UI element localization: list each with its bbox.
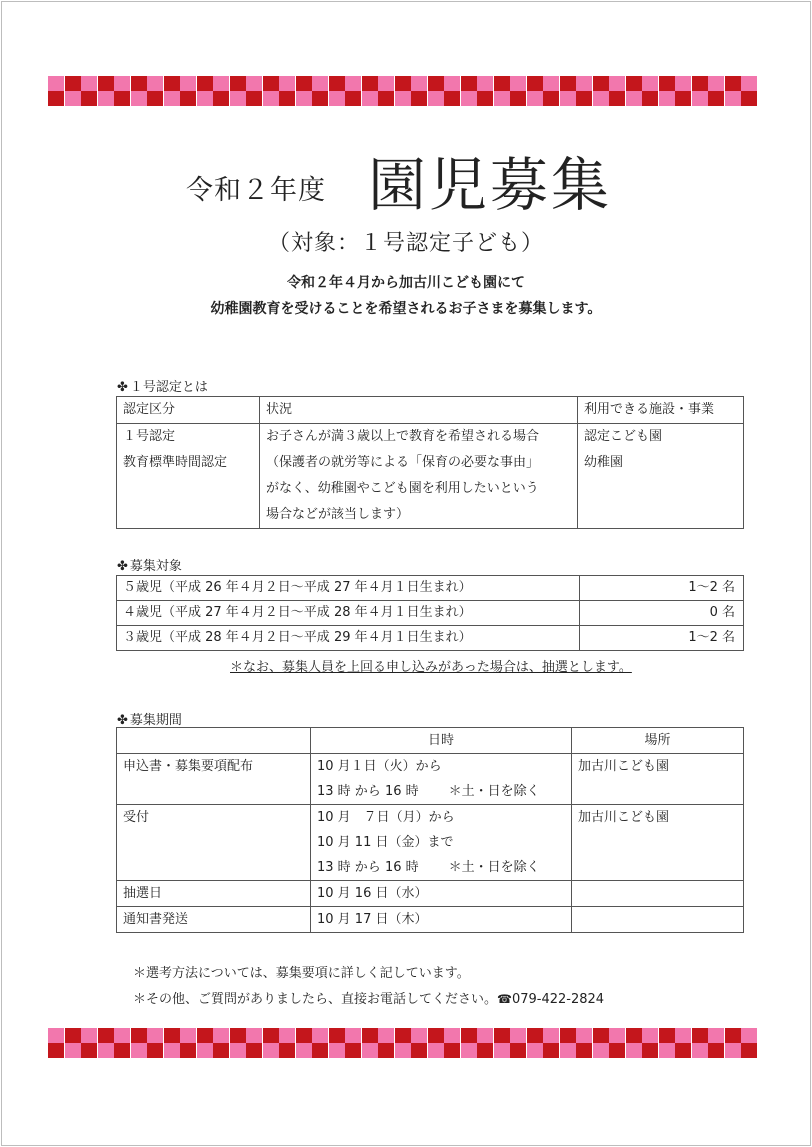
date-line: 10 月 11 日（金）まで <box>317 835 454 850</box>
header-cell: 場所 <box>572 728 744 754</box>
checker-cell <box>411 1043 427 1058</box>
facility-line: 幼稚園 <box>584 455 624 470</box>
count-cell: 1～2 名 <box>580 576 744 601</box>
place-cell: 加古川こども園 <box>572 754 744 805</box>
checker-cell <box>395 76 411 91</box>
checker-cell <box>527 1028 543 1043</box>
date-line <box>317 779 565 804</box>
checker-cell <box>246 76 262 91</box>
checker-cell <box>609 1043 625 1058</box>
checker-cell <box>708 76 724 91</box>
checker-cell <box>510 1043 526 1058</box>
category-line: 教育標準時間認定 <box>123 455 228 470</box>
checker-cell <box>543 1028 559 1043</box>
checker-cell <box>213 76 229 91</box>
age-cell: ４歳児（平成 27 年４月２日～平成 28 年４月１日生まれ） <box>117 601 580 626</box>
checker-cell <box>576 91 592 106</box>
checker-cell <box>230 1028 246 1043</box>
checker-cell <box>543 1043 559 1058</box>
checker-cell <box>626 1043 642 1058</box>
table-row <box>117 424 744 529</box>
table-row <box>117 626 744 651</box>
checker-cell <box>725 1043 741 1058</box>
checker-cell <box>576 76 592 91</box>
checker-cell <box>312 91 328 106</box>
checker-cell <box>527 1043 543 1058</box>
checker-cell <box>65 1028 81 1043</box>
checker-cell <box>560 1028 576 1043</box>
count-cell: 1～2 名 <box>580 626 744 651</box>
checker-cell <box>725 76 741 91</box>
checker-cell <box>81 91 97 106</box>
checker-cell <box>230 76 246 91</box>
checker-cell <box>263 1028 279 1043</box>
checker-cell <box>741 1043 757 1058</box>
checker-cell <box>279 1028 295 1043</box>
checker-cell <box>147 1028 163 1043</box>
checker-cell <box>593 76 609 91</box>
checker-cell <box>197 1028 213 1043</box>
checker-cell <box>411 1028 427 1043</box>
checker-cell <box>378 1028 394 1043</box>
item-cell: 受付 <box>117 805 311 881</box>
header-cell <box>117 728 311 754</box>
checker-cell <box>609 76 625 91</box>
checker-cell <box>576 1043 592 1058</box>
checker-cell <box>312 1028 328 1043</box>
checker-border-bottom <box>48 1028 766 1058</box>
date-line <box>317 855 565 880</box>
checker-cell <box>131 76 147 91</box>
time-text: 13 時 から 16 時 <box>317 784 419 799</box>
checker-cell <box>180 1028 196 1043</box>
checker-cell <box>147 76 163 91</box>
checker-cell <box>477 1028 493 1043</box>
checker-cell <box>98 1028 114 1043</box>
lottery-note: ＊なお、募集人員を上回る申し込みがあった場合は、抽選とします。 <box>230 660 632 675</box>
checker-cell <box>543 76 559 91</box>
checker-cell <box>593 1043 609 1058</box>
category-line: １号認定 <box>123 429 176 444</box>
checker-cell <box>98 1043 114 1058</box>
title-row <box>0 138 812 218</box>
checker-cell <box>708 91 724 106</box>
checker-cell <box>213 1043 229 1058</box>
date-line: 10 月１日（火）から <box>317 759 442 774</box>
checker-cell <box>378 1043 394 1058</box>
checker-cell <box>164 1028 180 1043</box>
checker-cell <box>461 76 477 91</box>
checker-cell <box>114 1028 130 1043</box>
checker-cell <box>395 1028 411 1043</box>
checker-cell <box>692 1028 708 1043</box>
checker-cell <box>494 1043 510 1058</box>
checker-cell <box>692 1043 708 1058</box>
checker-cell <box>329 1043 345 1058</box>
checker-cell <box>114 91 130 106</box>
checker-cell <box>428 76 444 91</box>
footer-note-2-text: ＊その他、ご質問がありましたら、直接お電話してください。 <box>133 992 498 1007</box>
item-cell: 通知書発送 <box>117 907 311 933</box>
checker-cell <box>131 1043 147 1058</box>
page-title: 園児募集 <box>368 151 613 219</box>
count-cell: 0 名 <box>580 601 744 626</box>
checker-cell <box>98 91 114 106</box>
checker-cell <box>395 91 411 106</box>
checker-cell <box>213 1028 229 1043</box>
checker-cell <box>197 91 213 106</box>
checker-cell <box>48 76 64 91</box>
checker-cell <box>279 76 295 91</box>
checker-cell <box>444 1043 460 1058</box>
checker-cell <box>675 1028 691 1043</box>
checker-cell <box>494 76 510 91</box>
checker-cell <box>428 1043 444 1058</box>
footer-note-1: ＊選考方法については、募集要項に詳しく記しています。 <box>133 966 470 981</box>
checker-cell <box>725 1028 741 1043</box>
footer-note-2 <box>133 988 604 1007</box>
checker-cell <box>131 91 147 106</box>
checker-cell <box>444 1028 460 1043</box>
checker-cell <box>444 76 460 91</box>
checker-cell <box>494 1028 510 1043</box>
facility-line: 認定こども園 <box>584 429 663 444</box>
checker-cell <box>263 1043 279 1058</box>
table-row <box>117 805 744 881</box>
checker-cell <box>65 76 81 91</box>
checker-cell <box>527 76 543 91</box>
date-cell: 10 月 17 日（木） <box>311 907 572 933</box>
section-period-label: 募集期間 <box>129 713 182 728</box>
checker-cell <box>197 1043 213 1058</box>
checker-cell <box>279 91 295 106</box>
checker-cell <box>345 91 361 106</box>
checker-cell <box>626 1028 642 1043</box>
clover-icon: ✤ <box>117 380 128 395</box>
situation-cell <box>260 424 578 529</box>
checker-cell <box>362 1028 378 1043</box>
header-cell: 認定区分 <box>117 397 260 424</box>
checker-cell <box>494 91 510 106</box>
checker-cell <box>180 76 196 91</box>
checker-cell <box>48 1043 64 1058</box>
checker-cell <box>642 91 658 106</box>
checker-cell <box>395 1043 411 1058</box>
checker-cell <box>362 76 378 91</box>
clover-icon: ✤ <box>117 559 128 574</box>
checker-cell <box>741 1028 757 1043</box>
checker-cell <box>609 91 625 106</box>
date-cell: 10 月 16 日（水） <box>311 881 572 907</box>
checker-cell <box>725 91 741 106</box>
exclude-text: ＊土・日を除く <box>448 784 540 799</box>
checker-cell <box>543 91 559 106</box>
checker-cell <box>131 1028 147 1043</box>
checker-cell <box>461 91 477 106</box>
checker-cell <box>675 91 691 106</box>
date-cell <box>311 754 572 805</box>
place-cell: 加古川こども園 <box>572 805 744 881</box>
checker-cell <box>65 1043 81 1058</box>
clover-icon: ✤ <box>117 713 128 728</box>
checker-cell <box>81 76 97 91</box>
checker-cell <box>642 1028 658 1043</box>
situation-line: 場合などが該当します） <box>266 507 410 522</box>
checker-cell <box>180 1043 196 1058</box>
checker-cell <box>477 76 493 91</box>
checker-cell <box>246 91 262 106</box>
definition-table <box>116 396 744 529</box>
place-cell <box>572 907 744 933</box>
section-period-heading <box>117 709 182 728</box>
header-cell: 状況 <box>260 397 578 424</box>
checker-cell <box>98 76 114 91</box>
checker-cell <box>296 76 312 91</box>
checker-cell <box>741 91 757 106</box>
checker-cell <box>428 1028 444 1043</box>
checker-cell <box>246 1043 262 1058</box>
checker-cell <box>593 1028 609 1043</box>
checker-cell <box>560 91 576 106</box>
checker-cell <box>411 91 427 106</box>
section-definition-heading <box>117 376 208 395</box>
checker-cell <box>329 91 345 106</box>
checker-cell <box>609 1028 625 1043</box>
phone-icon: ☎ <box>497 992 512 1006</box>
checker-cell <box>444 91 460 106</box>
section-definition-label: １号認定とは <box>129 380 208 395</box>
checker-cell <box>675 1043 691 1058</box>
checker-cell <box>65 91 81 106</box>
age-cell: ３歳児（平成 28 年４月２日～平成 29 年４月１日生まれ） <box>117 626 580 651</box>
table-row <box>117 576 744 601</box>
checker-cell <box>626 76 642 91</box>
lead-line-2: 幼稚園教育を受けることを希望されるお子さまを募集します。 <box>210 301 602 317</box>
table-row <box>117 907 744 933</box>
recruit-table <box>116 575 744 651</box>
category-cell <box>117 424 260 529</box>
table-row <box>117 397 744 424</box>
checker-cell <box>560 76 576 91</box>
checker-cell <box>329 1028 345 1043</box>
checker-cell <box>675 76 691 91</box>
checker-cell <box>180 91 196 106</box>
item-cell: 抽選日 <box>117 881 311 907</box>
checker-cell <box>296 1028 312 1043</box>
time-text: 13 時 から 16 時 <box>317 860 419 875</box>
age-cell: ５歳児（平成 26 年４月２日～平成 27 年４月１日生まれ） <box>117 576 580 601</box>
checker-cell <box>147 1043 163 1058</box>
checker-border-top <box>48 76 766 106</box>
checker-cell <box>626 91 642 106</box>
checker-cell <box>692 76 708 91</box>
situation-line: がなく、幼稚園やこども園を利用したいという <box>266 481 539 496</box>
situation-line: お子さんが満３歳以上で教育を希望される場合 <box>266 429 540 444</box>
checker-cell <box>263 91 279 106</box>
checker-cell <box>560 1043 576 1058</box>
checker-cell <box>362 91 378 106</box>
facility-cell <box>578 424 744 529</box>
checker-cell <box>741 76 757 91</box>
checker-cell <box>48 1028 64 1043</box>
phone-number: 079-422-2824 <box>511 992 605 1007</box>
checker-cell <box>411 76 427 91</box>
place-cell <box>572 881 744 907</box>
table-row <box>117 754 744 805</box>
header-cell: 利用できる施設・事業 <box>578 397 744 424</box>
checker-cell <box>527 91 543 106</box>
checker-cell <box>345 1043 361 1058</box>
subject-line: （対象：１号認定子ども） <box>267 231 544 256</box>
checker-cell <box>114 1043 130 1058</box>
checker-cell <box>114 76 130 91</box>
checker-cell <box>642 76 658 91</box>
checker-cell <box>659 76 675 91</box>
checker-cell <box>362 1043 378 1058</box>
section-recruit-label: 募集対象 <box>129 559 182 574</box>
table-row <box>117 728 744 754</box>
checker-cell <box>659 91 675 106</box>
table-row <box>117 881 744 907</box>
checker-cell <box>659 1043 675 1058</box>
checker-cell <box>81 1028 97 1043</box>
checker-cell <box>477 91 493 106</box>
exclude-text: ＊土・日を除く <box>448 860 540 875</box>
checker-cell <box>164 76 180 91</box>
checker-cell <box>593 91 609 106</box>
checker-cell <box>428 91 444 106</box>
checker-cell <box>312 1043 328 1058</box>
checker-cell <box>510 91 526 106</box>
checker-cell <box>708 1043 724 1058</box>
item-cell: 申込書・募集要項配布 <box>117 754 311 805</box>
checker-cell <box>296 91 312 106</box>
title-year: 令和２年度 <box>186 175 326 206</box>
date-line: 10 月 ７日（月）から <box>317 810 455 825</box>
section-recruit-heading <box>117 555 182 574</box>
checker-cell <box>642 1043 658 1058</box>
checker-cell <box>378 91 394 106</box>
checker-cell <box>48 91 64 106</box>
checker-cell <box>378 76 394 91</box>
header-cell: 日時 <box>311 728 572 754</box>
checker-cell <box>312 76 328 91</box>
checker-cell <box>197 76 213 91</box>
checker-cell <box>708 1028 724 1043</box>
checker-cell <box>213 91 229 106</box>
checker-cell <box>246 1028 262 1043</box>
checker-cell <box>692 91 708 106</box>
checker-cell <box>279 1043 295 1058</box>
situation-line: （保護者の就労等による「保育の必要な事由」 <box>266 455 540 470</box>
checker-cell <box>164 1043 180 1058</box>
lead-line-1: 令和２年４月から加古川こども園にて <box>287 275 525 291</box>
checker-cell <box>329 76 345 91</box>
checker-cell <box>461 1043 477 1058</box>
table-row <box>117 601 744 626</box>
checker-cell <box>147 91 163 106</box>
checker-cell <box>510 1028 526 1043</box>
checker-cell <box>345 76 361 91</box>
checker-cell <box>230 91 246 106</box>
checker-cell <box>296 1043 312 1058</box>
checker-cell <box>510 76 526 91</box>
checker-cell <box>461 1028 477 1043</box>
checker-cell <box>345 1028 361 1043</box>
checker-cell <box>477 1043 493 1058</box>
checker-cell <box>659 1028 675 1043</box>
checker-cell <box>576 1028 592 1043</box>
date-cell <box>311 805 572 881</box>
period-table <box>116 727 744 933</box>
checker-cell <box>263 76 279 91</box>
checker-cell <box>81 1043 97 1058</box>
checker-cell <box>164 91 180 106</box>
checker-cell <box>230 1043 246 1058</box>
